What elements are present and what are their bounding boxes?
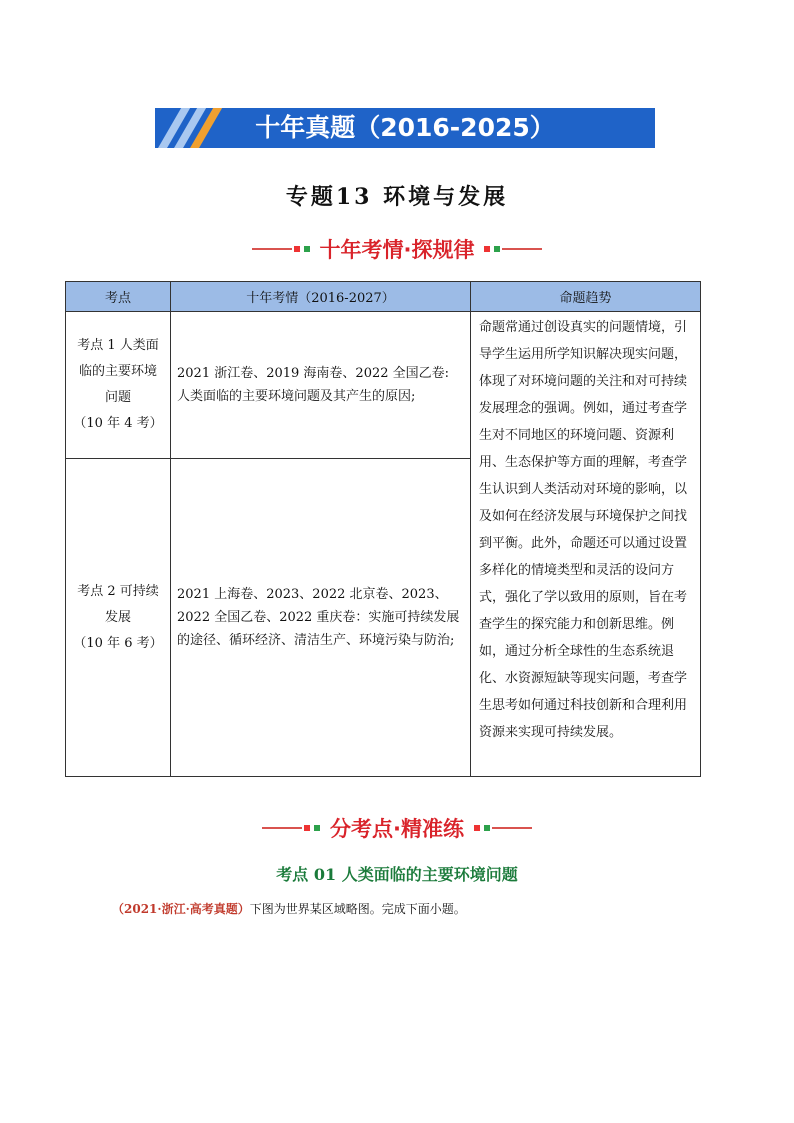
banner-title: 十年真题（2016-2025） bbox=[255, 113, 555, 142]
question-text: 下图为世界某区域略图。完成下面小题。 bbox=[249, 902, 466, 916]
section-title: 十年考情·探规律 bbox=[319, 238, 475, 262]
subsection-title: 考点 01 人类面临的主要环境问题 bbox=[276, 865, 518, 884]
section-title: 分考点·精准练 bbox=[330, 817, 464, 841]
section-heading-trends bbox=[0, 233, 794, 265]
topic-cell: 考点 1 人类面 临的主要环境 问题 （10 年 4 考） bbox=[66, 312, 171, 459]
heading-decoration-left bbox=[262, 825, 322, 831]
heading-decoration-left bbox=[252, 246, 312, 252]
question-source: （2021·浙江·高考真题） bbox=[112, 902, 250, 916]
exam-trend-table bbox=[65, 281, 701, 777]
table-header-row bbox=[66, 282, 701, 312]
heading-decoration-right bbox=[472, 825, 532, 831]
topic-title: 专题13 环境与发展 bbox=[285, 184, 509, 210]
trend-cell: 命题常通过创设真实的问题情境，引导学生运用所学知识解决现实问题，体现了对环境问题的关注和对可持续发展理念的强调。例如，通过考查学生对不同地区的环境问题、资源利用、生态保护等方面的理解，考查学生认识到人类活动对环境的影响，以及如何在经济发展与环境保护之间找到平衡。此外，命题还可以通过设置多样化的情境类型和灵活的设问方式，强化了学以致用的原则，旨在考查学生的探究能力和创新思维。例如，通过分析全球性的生态系统退化、水资源短缺等现实问题，考查学生思考如何通过科技创新和合理利用资源来实现可持续发展。 bbox=[471, 312, 701, 777]
heading-decoration-right bbox=[482, 246, 542, 252]
table-row bbox=[66, 312, 701, 459]
column-header: 十年考情（2016-2027） bbox=[171, 282, 471, 312]
column-header: 命题趋势 bbox=[471, 282, 701, 312]
detail-cell: 2021 浙江卷、2019 海南卷、2022 全国乙卷: 人类面临的主要环境问题及其产生的原因; bbox=[171, 312, 471, 459]
topic-cell: 考点 2 可持续 发展 （10 年 6 考） bbox=[66, 459, 171, 777]
title-banner bbox=[155, 108, 655, 148]
detail-cell: 2021 上海卷、2023、2022 北京卷、2023、2022 全国乙卷、2022 重庆卷：实施可持续发展的途径、循环经济、清洁生产、环境污染与防治; bbox=[171, 459, 471, 777]
section-heading-practice bbox=[0, 812, 794, 844]
question-stem bbox=[112, 900, 466, 917]
column-header: 考点 bbox=[66, 282, 171, 312]
